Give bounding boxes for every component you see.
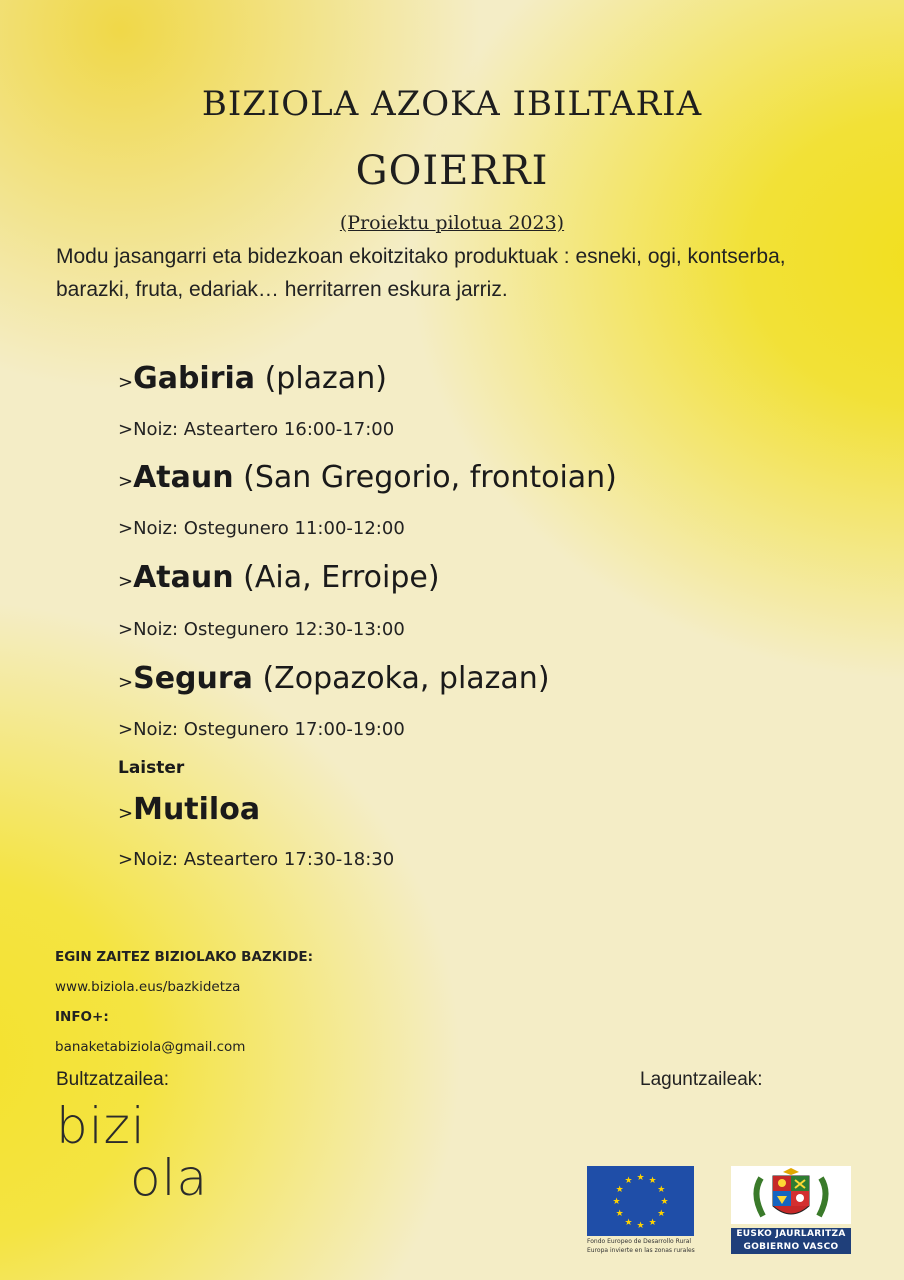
- location-heading: [118, 792, 260, 827]
- join-label: EGIN ZAITEZ BIZIOLAKO BAZKIDE:: [55, 949, 314, 965]
- eu-flag-icon: [587, 1166, 694, 1236]
- region-title: GOIERRI: [355, 148, 549, 194]
- location-detail: (plazan): [264, 361, 387, 396]
- coat-of-arms-icon: [731, 1166, 851, 1224]
- eu-star-icon: ★: [636, 1221, 645, 1231]
- gov-name-spanish: GOBIERNO VASCO: [731, 1241, 851, 1254]
- basque-government-logo: [731, 1166, 851, 1254]
- logo-line-1: bizi: [56, 1097, 146, 1155]
- location-heading: [118, 661, 550, 696]
- promoter-label: Bultzatzailea:: [56, 1069, 170, 1090]
- coming-soon-label: Laister: [118, 758, 185, 778]
- subtitle: (Proiektu pilotua 2023): [339, 212, 565, 234]
- location-schedule: >Noiz: Ostegunero 11:00-12:00: [118, 518, 405, 539]
- location-name: Gabiria: [133, 361, 256, 396]
- location-detail: (Zopazoka, plazan): [262, 661, 550, 696]
- chevron-prefix: >: [118, 471, 134, 492]
- location-schedule: >Noiz: Asteartero 16:00-17:00: [118, 419, 395, 440]
- location-name: Mutiloa: [133, 792, 261, 827]
- eu-star-icon: ★: [624, 1176, 633, 1187]
- logo-line-2: ola: [130, 1149, 209, 1207]
- intro-text: Modu jasangarri eta bidezkoan ekoitzitako produktuak : esneki, ogi, kontserba, barazki, fruta, edariak… herritarren eskura jarriz.: [56, 245, 786, 301]
- chevron-prefix: >: [118, 803, 134, 824]
- eu-star-icon: ★: [615, 1209, 624, 1219]
- location-detail: (San Gregorio, frontoian): [243, 460, 617, 495]
- chevron-prefix: >: [118, 372, 134, 393]
- chevron-prefix: >: [118, 571, 134, 592]
- eu-star-icon: ★: [624, 1217, 633, 1228]
- location-schedule: >Noiz: Ostegunero 17:00-19:00: [118, 719, 405, 740]
- info-label: INFO+:: [55, 1009, 109, 1025]
- eu-caption-1: Fondo Europeo de Desarrollo Rural: [587, 1238, 692, 1245]
- eu-caption-2: Europa invierte en las zonas rurales: [587, 1247, 695, 1254]
- biziola-logo: [56, 1097, 209, 1207]
- eu-star-icon: ★: [636, 1173, 645, 1183]
- eu-star-icon: ★: [612, 1197, 621, 1207]
- join-link[interactable]: www.biziola.eus/bazkidetza: [55, 979, 241, 995]
- sponsors-label: Laguntzaileak:: [640, 1069, 763, 1090]
- location-schedule: >Noiz: Ostegunero 12:30-13:00: [118, 619, 405, 640]
- eu-star-icon: ★: [648, 1217, 657, 1228]
- gov-name-basque: EUSKO JAURLARITZA: [731, 1228, 851, 1241]
- eu-logo: [587, 1166, 694, 1254]
- location-name: Ataun: [133, 460, 234, 495]
- location-heading: [118, 361, 387, 396]
- eu-star-icon: ★: [657, 1209, 666, 1219]
- location-schedule: >Noiz: Asteartero 17:30-18:30: [118, 849, 395, 870]
- eu-star-icon: ★: [657, 1185, 666, 1195]
- chevron-prefix: >: [118, 672, 134, 693]
- eu-star-icon: ★: [615, 1185, 624, 1195]
- location-heading: [118, 460, 617, 495]
- page-title: BIZIOLA AZOKA IBILTARIA: [201, 84, 703, 124]
- email-link[interactable]: banaketabiziola@gmail.com: [55, 1039, 246, 1055]
- location-detail: (Aia, Erroipe): [243, 560, 440, 595]
- eu-star-icon: ★: [660, 1197, 669, 1207]
- location-heading: [118, 560, 440, 595]
- eu-star-icon: ★: [648, 1176, 657, 1187]
- location-name: Ataun: [133, 560, 234, 595]
- location-name: Segura: [133, 661, 253, 696]
